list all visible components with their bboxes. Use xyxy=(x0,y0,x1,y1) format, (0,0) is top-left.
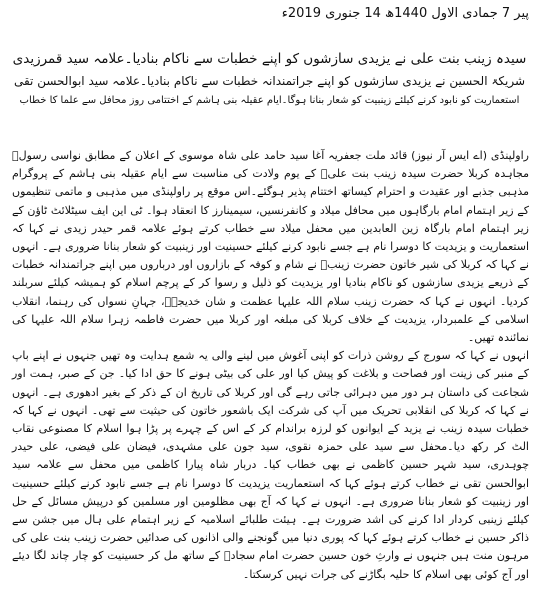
subheadline: استعماریت کو نابود کرنے کیلئے زینبیت کو شعار بنانا ہوگا۔ایام عقیلہ بنی ہاشم کے اختتامی روز محافل سے علما کا خطاب xyxy=(19,95,520,106)
article-paragraph-2: انہوں نے کہا کہ سورج کے روشن ذرات کو اپنی آغوش میں لینے والی یہ شمع ہدایت وہ تھیں جنہوں نے اپنے باپ کے منبر کی زینت اور فصاحت و بلاغت کو پیش کیا اور علی کی بیٹی ہونے کا حق ادا کیا۔ جن کے صبر، ہمت اور شجاعت کی داستان ہر دور میں دہرائی جاتی رہے گی اور کربلا کی تاریخ ان کے ذکر کے بغیر ادھوری ہے۔ انہوں نے کہا کہ کربلا کی انقلابی تحریک میں آپ کی شرکت ایک باشعور خاتون کی حیثیت سے تھی۔ انہوں نے کہا کہ خطبات سیدہ زینب نے یزید کے ایوانوں کو لرزہ براندام کر کے اس کے چہرے پر پڑا ہوا اسلام کا مصنوعی نقاب الٹ کر رکھ دیا۔محفل سے سید علی حمزہ نقوی، سید جون علی مشہدی، فیضان علی فیضی، علی حیدر چوہدری، سید شہر حسین کاظمی نے بھی خطاب کیا۔ دربار شاہ پیارا کاظمی میں محفل سے علامہ سید ابوالحسن تقی نے خطاب کرتے ہوئے کہا کہ استعماریت یزیدیت کا دوسرا نام ہے جسے نابود کرنے کیلئے حسینیت اور زینبیت کو شعار بنانا ضروری ہے۔ انہوں نے کہا کہ آج بھی مظلومین اور مسلمین کو درپیش مسائل کے حل کیلئے زینبی کردار ادا کرنے کی اشد ضرورت ہے۔ ہیئت طلبائے اسلامیہ کے زیر اہتمام علی ہال میں جشن سے ذاکر حسین نے خطاب کرتے ہوئے کہا کہ پوری دنیا میں گونجنے والی اذانوں کی صدائیں حضرت زینب بنت علی کی مرہون منت ہیں جنہوں نے وارثِ خون حسین حضرت امام سجادؑ کے ساتھ مل کر حسینیت کو چار چاند لگا دیئے اور آج کوئی بھی اسلام کا حلیہ بگاڑنے کی جرات نہیں کرسکتا۔ xyxy=(12,349,529,581)
article-body xyxy=(12,147,529,584)
dateline: پیر 7 جمادی الاول 1440ھ 14 جنوری 2019ء xyxy=(281,6,529,21)
headline-block xyxy=(8,48,531,110)
second-headline: شریکۃ الحسین نے یزیدی سازشوں کو اپنے جراتمندانہ خطبات سے ناکام بنادیا۔علامہ سید ابوالحسن تقی xyxy=(13,74,526,88)
main-headline: سیدہ زینب بنت علی نے یزیدی سازشوں کو اپنے خطبات سے ناکام بنادیا۔علامہ سید قمرزیدی xyxy=(12,51,527,67)
article-paragraph-1: راولپنڈی (اے ایس آر نیوز) قائد ملت جعفریہ آغا سید حامد علی شاہ موسوی کے اعلان کے مطابق نواسی رسولؐ مجاہدہ کربلا حضرت سیدہ زینب بنت علیؑ کے یوم ولادت کی مناسبت سے ایام عقیلہ بنی ہاشم کے پروگرام مذہبی جذبے اور عقیدت و احترام کیساتھ اختتام پذیر ہوگئے۔اس موقع پر راولپنڈی میں مذہبی و ماتمی تنظیموں کے زیر اہتمام امام بارگاہوں میں محافل میلاد و کانفرنسیں، سیمینارز کا انعقاد ہوا۔ ٹی این ایف سیٹلائٹ ٹاؤن کے زیر اہتمام امام بارگاہ زین العابدین میں محفل میلاد سے خطاب کرتے ہوئے علامہ قمر حیدر زیدی نے کہا کہ استعماریت و یزیدیت کا دوسرا نام ہے جسے نابود کرنے کیلئے حسینیت اور زینبیت کو شعار بنانا ضروری ہے۔ انہوں نے کہا کہ کربلا کی شیر خاتون حضرت زینبؑ نے شام و کوفہ کے بازاروں اور درباروں میں اپنے جراتمندانہ خطبات کے ذریعے یزیدی سازشوں کو ناکام بنادیا اور یزیدیت کو ذلیل و رسوا کر کے پرچم اسلام کو ہمیشہ کیلئے سربلند کردیا۔ انہوں نے کہا کہ حضرت زینب سلام اللہ علیہا عظمت و شان خدیجہؑ، جہانِ نسواں کی رہنما، انقلاب اسلامی کے علمبردار، یزیدیت کے خلاف کربلا کی مبلغہ اور کربلا میں حضرت فاطمہ زہرا سلام اللہ علیہا کی نمائندہ تھیں۔ xyxy=(12,149,529,345)
